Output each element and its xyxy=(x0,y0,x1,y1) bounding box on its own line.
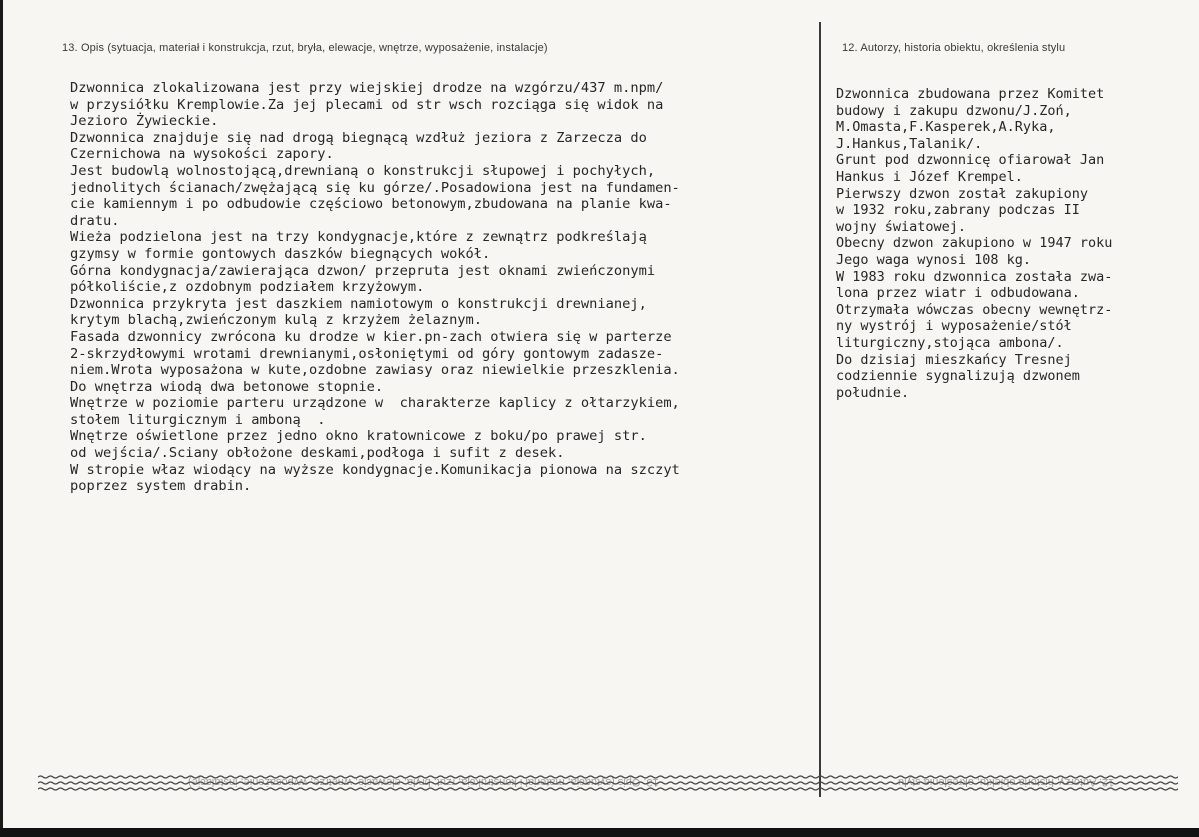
text-line: cie kamiennym i po odbudowie częściowo betonowym,zbudowana na planie kwa- xyxy=(70,196,672,213)
text-line: Grunt pod dzwonnicę ofiarował Jan xyxy=(836,152,1105,169)
text-line: Górna kondygnacja/zawierająca dzwon/ przepruta jest oknami zwieńczonymi xyxy=(70,262,656,279)
scan-edge-bottom xyxy=(0,828,1199,837)
text-line: gzymsy w formie gontowych daszków biegnących wokół. xyxy=(70,245,491,262)
text-line: Dzwonnica zbudowana przez Komitet xyxy=(836,86,1105,102)
text-line: Wnętrze oświetlone przez jedno okno kratownicowe z boku/po prawej str. xyxy=(70,428,647,445)
text-line: Wieża podzielona jest na trzy kondygnacje,które z zewnątrz podkreślają xyxy=(70,229,647,246)
text-line: w 1932 roku,zabrany podczas II xyxy=(836,202,1080,219)
footer-mirrored-form-band xyxy=(38,772,1178,794)
text-line: Jest budowlą wolnostojącą,drewnianą o konstrukcji słupowej i pochyłych, xyxy=(70,162,656,179)
text-line: codziennie sygnalizują dzwonem xyxy=(836,368,1080,385)
text-line: niem.Wrota wyposażona w kute,ozdobne zawiasy oraz niewielkie przeszklenia. xyxy=(70,362,680,379)
text-line: J.Hankus,Talanik/. xyxy=(836,135,983,152)
text-line: półkoliście,z ozdobnym podziałem krzyżowym. xyxy=(70,279,425,296)
text-line: budowy i zakupu dzwonu/J.Zoń, xyxy=(836,102,1072,119)
text-line: ny wystrój i wyposażenie/stół xyxy=(836,318,1072,335)
text-line: Do wnętrza wiodą dwa betonowe stopnie. xyxy=(70,378,384,395)
text-line: poprzez system drabin. xyxy=(70,478,252,495)
mirrored-section-12-header: 12. Autorzy, historia obiektu, określenia stylu xyxy=(898,776,1115,788)
text-line: od wejścia/.Sciany obłożone deskami,podłoga i sufit z desek. xyxy=(70,445,565,462)
text-line: 2-skrzydłowymi wrotami drewnianymi,osłoniętymi od góry gontowym zadasze- xyxy=(70,345,664,362)
text-line: Otrzymała wówczas obecny wewnętrz- xyxy=(836,301,1113,318)
text-line: Dzwonnica znajduje się nad drogą biegnącą wzdłuż jeziora z Zarzecza do xyxy=(70,129,647,146)
text-line: M.Omasta,F.Kasperek,A.Ryka, xyxy=(836,119,1056,136)
mirrored-section-13-header: 13. Opis (sytuacja, materiał i konstrukcja, rzut, bryła, elewacje, wnętrze, wyposażenie, instalacje) xyxy=(188,776,659,788)
text-line: wojny światowej. xyxy=(836,218,967,235)
section-12-header: 12. Autorzy, historia obiektu, określenia stylu xyxy=(842,42,1066,54)
text-line: lona przez wiatr i odbudowana. xyxy=(836,285,1080,302)
text-line: jednolitych ścianach/zwężającą się ku górze/.Posadowiona jest na fundamen- xyxy=(70,179,680,196)
history-text xyxy=(836,86,1112,401)
text-line: W 1983 roku dzwonnica została zwa- xyxy=(836,268,1113,285)
text-line: w przysiółku Kremplowie.Za jej plecami od str wsch rozciąga się widok na xyxy=(70,96,664,113)
text-line: Fasada dzwonnicy zwrócona ku drodze w kier.pn-zach otwiera się w parterze xyxy=(70,328,672,345)
scan-edge-left xyxy=(0,0,3,837)
section-13-header: 13. Opis (sytuacja, materiał i konstrukcja, rzut, bryła, elewacje, wnętrze, wyposażenie, instalacje) xyxy=(62,42,548,54)
description-text xyxy=(70,80,680,495)
text-line: Obecny dzwon zakupiono w 1947 roku xyxy=(836,235,1113,252)
text-line: Jezioro Żywieckie. xyxy=(70,113,219,130)
text-line: dratu. xyxy=(70,212,120,229)
column-divider xyxy=(819,22,821,797)
text-line: Jego waga wynosi 108 kg. xyxy=(836,251,1032,268)
text-line: Pierwszy dzwon został zakupiony xyxy=(836,185,1088,202)
text-line: W stropie właz wiodący na wyższe kondygnacje.Komunikacja pionowa na szczyt xyxy=(70,461,680,478)
text-line: Do dzisiaj mieszkańcy Tresnej xyxy=(836,351,1072,368)
text-line: Czernichowa na wysokości zapory. xyxy=(70,146,334,163)
text-line: Dzwonnica przykryta jest daszkiem namiotowym o konstrukcji drewnianej, xyxy=(70,295,647,312)
text-line: południe. xyxy=(836,384,910,401)
text-line: liturgiczny,stojąca ambona/. xyxy=(836,334,1064,351)
text-line: krytym blachą,zwieńczonym kulą z krzyżem żelaznym. xyxy=(70,312,483,329)
text-line: Dzwonnica zlokalizowana jest przy wiejskiej drodze na wzgórzu/437 m.npm/ xyxy=(70,80,664,96)
text-line: Wnętrze w poziomie parteru urządzone w charakterze kaplicy z ołtarzykiem, xyxy=(70,395,680,412)
text-line: stołem liturgicznym i amboną . xyxy=(70,411,326,428)
text-line: Hankus i Józef Krempel. xyxy=(836,168,1023,185)
